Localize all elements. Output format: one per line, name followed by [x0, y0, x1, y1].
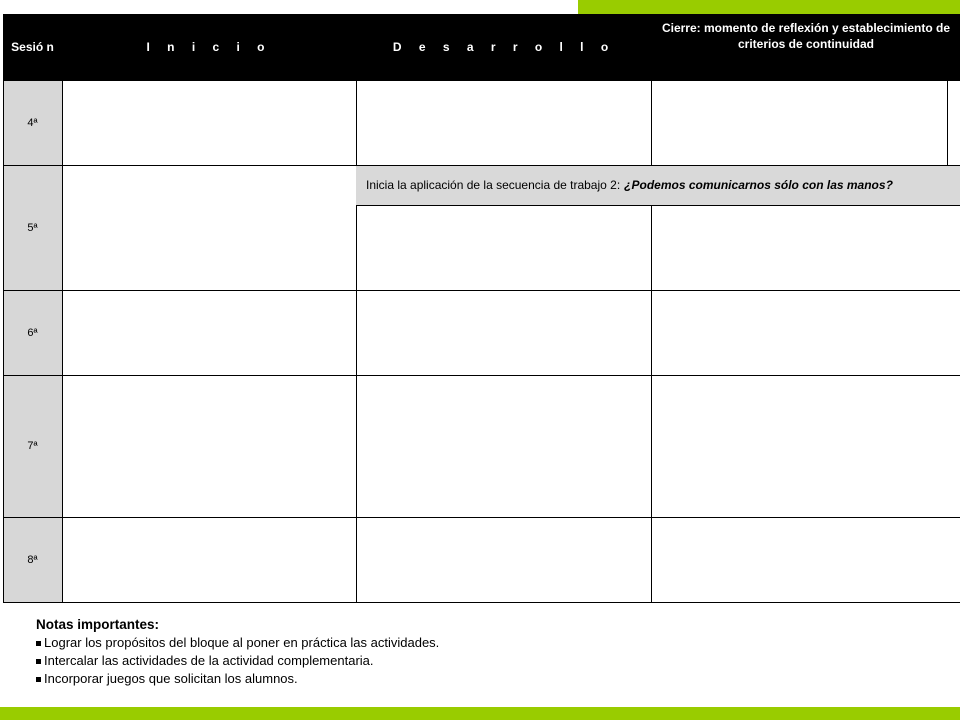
grid-line	[3, 290, 960, 291]
grid-line	[356, 80, 357, 165]
grid-line	[3, 517, 960, 518]
sequence-banner	[356, 165, 960, 205]
header-cierre: Cierre: momento de reflexión y establecimiento de criterios de continuidad	[652, 14, 960, 80]
grid-line	[3, 375, 960, 376]
notes-item-text: Lograr los propósitos del bloque al poner en práctica las actividades.	[44, 635, 440, 650]
header-sesion: Sesió n	[3, 14, 62, 80]
grid-line	[356, 205, 960, 206]
notes-item-text: Incorporar juegos que solicitan los alumnos.	[44, 671, 298, 686]
grid-line	[3, 80, 960, 81]
grid-line	[651, 80, 652, 165]
square-bullet-icon	[36, 677, 41, 682]
session-cell-6	[3, 290, 62, 375]
sequence-text: Inicia la aplicación de la secuencia de trabajo 2:	[366, 178, 621, 192]
notes-item-text: Intercalar las actividades de la actividad complementaria.	[44, 653, 374, 668]
grid-line	[62, 80, 63, 603]
session-label: 6ª	[27, 326, 38, 339]
session-cell-5	[3, 165, 62, 290]
notes-section	[36, 616, 439, 688]
grid-line	[651, 205, 652, 603]
square-bullet-icon	[36, 659, 41, 664]
header-desarrollo: D e s a r r o l l o	[356, 14, 652, 80]
notes-title: Notas importantes:	[36, 617, 160, 632]
green-accent-bar-bottom	[0, 707, 960, 720]
notes-item	[36, 670, 439, 688]
session-cell-7	[3, 375, 62, 517]
notes-item	[36, 634, 439, 652]
session-label: 5ª	[27, 221, 38, 234]
session-cell-4	[3, 80, 62, 165]
session-label: 8ª	[27, 554, 38, 566]
grid-line	[3, 165, 960, 166]
grid-line	[947, 80, 948, 165]
session-cell-8	[3, 517, 62, 603]
grid-line	[3, 602, 960, 603]
notes-item	[36, 652, 439, 670]
session-label: 4ª	[27, 116, 38, 129]
header-inicio: I n i c i o	[62, 14, 356, 80]
sequence-question: ¿Podemos comunicarnos sólo con las manos?	[624, 178, 893, 192]
grid-line	[3, 14, 4, 603]
grid-line	[356, 205, 357, 603]
session-label: 7ª	[27, 440, 38, 452]
square-bullet-icon	[36, 641, 41, 646]
